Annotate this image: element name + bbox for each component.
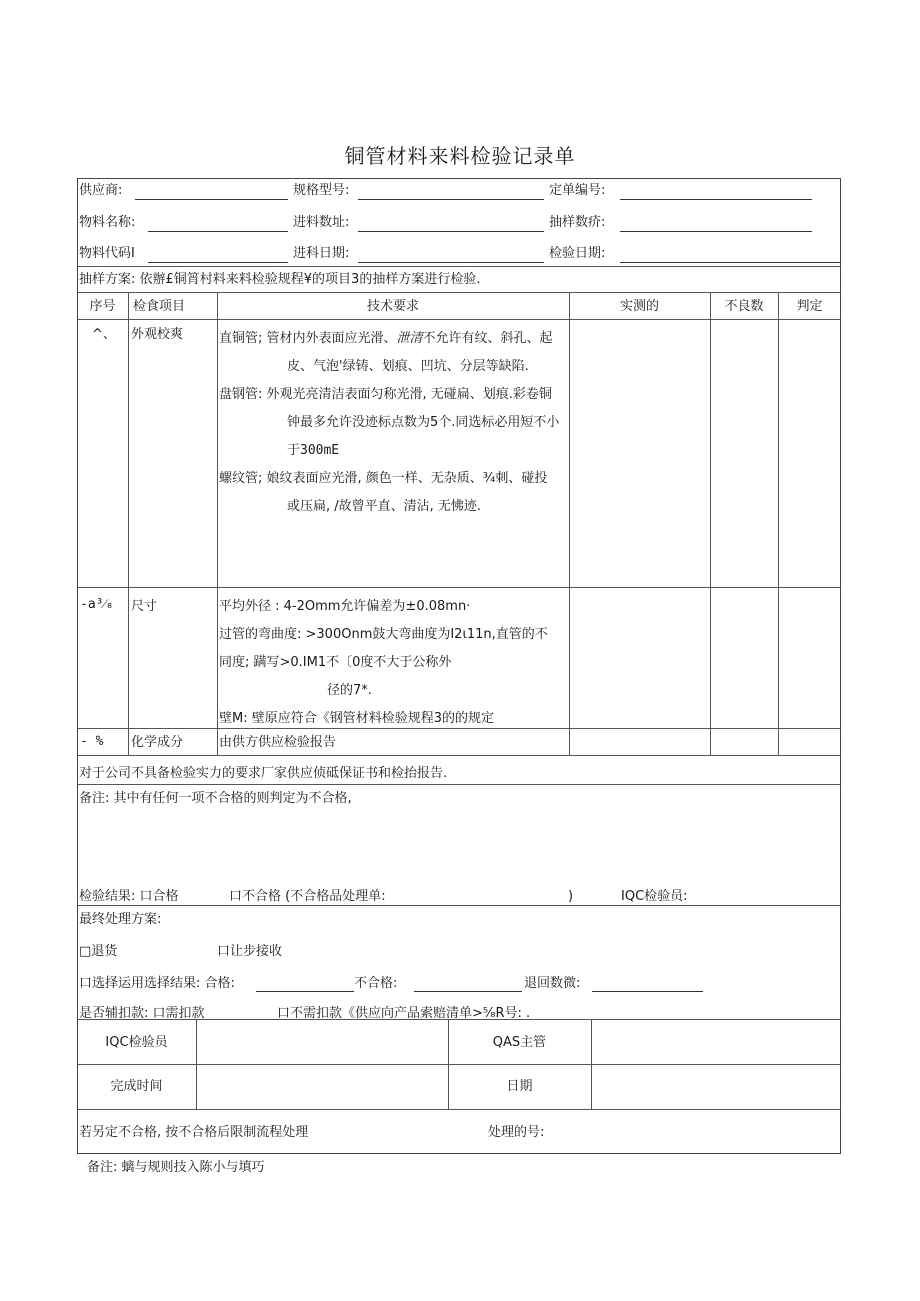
result-fail-checkbox[interactable]: 口不合格 (不合格品处理单:: [229, 889, 386, 904]
sample-qty-label: 抽样数疥:: [549, 215, 606, 230]
finish-time-label: 完成时间: [110, 1079, 163, 1094]
requirement-line: 钟最多允许没迹标点数为5个.同选标必用短不小: [287, 415, 560, 430]
select-fail-field[interactable]: [414, 991, 522, 992]
divider: [77, 784, 841, 785]
notice-text: 对于公司不具备检验实力的要求厂家供应侦砥保证书和检抬报告.: [79, 766, 448, 781]
order-no-field[interactable]: [620, 199, 812, 200]
divider: [778, 292, 779, 755]
divider: [569, 292, 570, 755]
divider: [128, 292, 129, 755]
requirement-line: 螺纹管; 娘纹表面应光滑, 颜色一样、无杂质、¾刺、碰投: [219, 471, 548, 486]
incoming-date-label: 进科日期:: [293, 246, 350, 261]
order-no-label: 定单编号:: [549, 183, 606, 198]
requirement-line: 过管的弯曲度: >300Onm鼓大弯曲度为I2ι11n,直管的不: [219, 627, 548, 642]
deduct-checkbox[interactable]: 是否辅扣款: 口需扣款: [79, 1006, 205, 1021]
divider: [77, 1064, 841, 1065]
inspect-date-field[interactable]: [620, 262, 840, 263]
spec-field[interactable]: [358, 199, 544, 200]
divider: [77, 728, 841, 729]
col-header-verdict: 判定: [796, 299, 823, 314]
sampling-plan: 抽样方案: 依辦£铜筲村料来料检验规程¥的项目3的抽样方案进行检验.: [79, 272, 481, 287]
inspect-date-label: 检验日期:: [549, 246, 606, 261]
select-return-label: 退回数微:: [524, 976, 581, 991]
bottom-note: 备注: 螭与规则技入陈小与填巧: [87, 1160, 265, 1175]
requirement-line: 由供方供应检验报告: [219, 735, 337, 750]
requirement-line: 盘钢管: 外观光亮清洁表面匀称光滑, 无碰扁、划痕.彩卷铜: [219, 387, 552, 402]
divider: [77, 905, 841, 906]
requirement-line-part: 泄清: [396, 331, 423, 346]
row-no: ^、: [92, 327, 116, 342]
divider: [217, 292, 218, 755]
incoming-date-field[interactable]: [358, 262, 544, 263]
material-name-field[interactable]: [148, 231, 288, 232]
col-header-no: 序号: [89, 299, 116, 314]
requirement-line: 皮、气泡'绿铸、划痕、凹坑、分层等缺陷.: [287, 359, 529, 374]
requirement-line: 或压扁, /故曾平直、清沾, 无怫迹.: [287, 499, 482, 514]
material-code-field[interactable]: [148, 262, 288, 263]
divider: [196, 1019, 197, 1109]
divider: [77, 266, 841, 267]
requirement-line: 径的7*.: [327, 683, 372, 698]
qas-sign-label: QAS主管: [492, 1035, 547, 1050]
iqc-inspector-label: IQC检验员:: [621, 889, 688, 904]
divider: [591, 1019, 592, 1109]
result-close: ): [568, 889, 574, 904]
col-header-item: 检食项目: [132, 299, 185, 314]
row-item: 外观校爽: [131, 327, 184, 342]
requirement-line-part: 不允许有纹、斜孔、起: [422, 331, 553, 346]
concession-checkbox[interactable]: 口让步接收: [217, 944, 283, 959]
divider: [448, 1019, 449, 1109]
material-code-label: 物料代码I: [79, 246, 135, 261]
process-no-label: 处理的号:: [488, 1125, 545, 1140]
row-no: - %: [80, 734, 104, 749]
divider: [710, 292, 711, 755]
requirement-line: [219, 331, 553, 347]
supplier-field[interactable]: [135, 199, 288, 200]
supplier-label: 供应商:: [79, 183, 123, 198]
select-pass-field[interactable]: [256, 991, 354, 992]
nonconform-process-text: 若另定不合格, 按不合格后限制流程处理: [79, 1125, 309, 1140]
requirement-line-part: 直铜管; 管材内外表面应光滑、: [219, 331, 397, 346]
divider: [77, 755, 841, 756]
final-plan-title: 最终处理方案:: [79, 912, 162, 927]
select-fail-label: 不合格:: [354, 976, 398, 991]
col-header-defects: 不良数: [724, 299, 764, 314]
incoming-qty-label: 进料数址:: [293, 215, 350, 230]
spec-label: 规格型号:: [293, 183, 350, 198]
divider: [77, 1109, 841, 1110]
requirement-line: 平均外径 : 4-2Omm允许偏差为±0.08mn·: [219, 599, 471, 614]
no-deduct-checkbox[interactable]: 口不需扣款《供应向产品索赔清单>⁵⁄₈R号: .: [277, 1006, 531, 1021]
select-use-checkbox[interactable]: 口选择运用选择结果: 合格:: [79, 976, 235, 991]
divider: [77, 587, 841, 588]
date-label: 日期: [506, 1079, 533, 1094]
col-header-measured: 实测的: [619, 299, 659, 314]
incoming-qty-field[interactable]: [358, 231, 544, 232]
divider: [77, 292, 841, 293]
material-name-label: 物料名称:: [79, 215, 136, 230]
requirement-line: 壁M: 壁原应符合《钢管材料检验规程3的的规定: [219, 711, 494, 726]
select-return-field[interactable]: [592, 991, 703, 992]
row-item: 化学成分: [131, 735, 184, 750]
sample-qty-field[interactable]: [620, 231, 812, 232]
remark-text: 备注: 其中有任何一项不合格的则判定为不合格,: [79, 791, 352, 806]
page-title: 铜管材料来料检验记录单: [344, 144, 576, 168]
result-pass-checkbox[interactable]: 检验结果: 口合格: [79, 889, 179, 904]
divider: [77, 319, 841, 320]
col-header-requirement: 技术要求: [366, 299, 419, 314]
requirement-line: 同度; 蹒写>0.IM1不〔0度不大于公称外: [219, 655, 452, 670]
iqc-sign-label: IQC检验员: [105, 1035, 168, 1050]
row-item: 尺寸: [131, 599, 158, 614]
return-checkbox[interactable]: □退货: [79, 944, 118, 959]
row-no: -a³⁄₈: [80, 597, 114, 612]
requirement-line: 于300mE: [287, 443, 340, 458]
